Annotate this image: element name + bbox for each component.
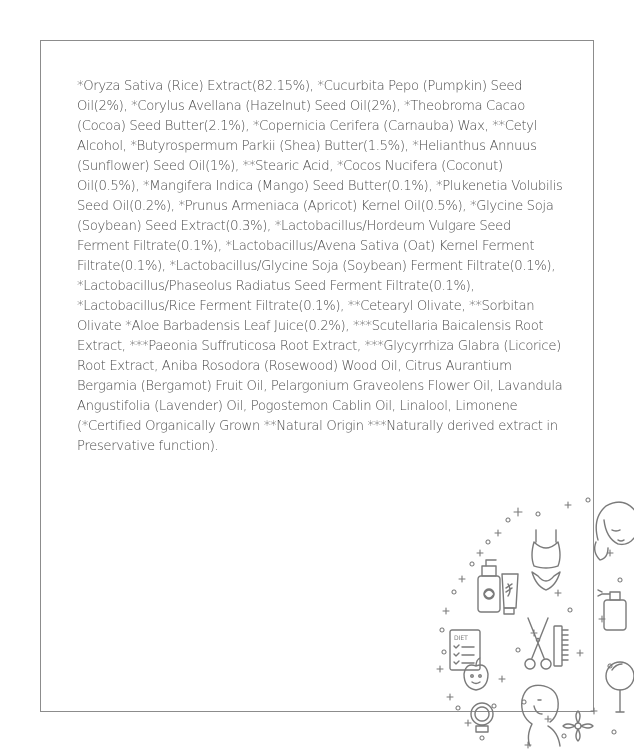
ingredients-text: *Oryza Sativa (Rice) Extract(82.15%), *Cucurbita Pepo (Pumpkin) Seed Oil(2%), *Corylus Avellana (Hazelnut) Seed Oil(2%), *Theobroma Cacao (Cocoa) Seed Butter(2.1%), *Copernicia Cerifera (Carnauba) Wax, **Cetyl Alcohol, *Butyrospermum Parkii (Shea) Butter(1.5%), *Helianthus Annuus (Sunflower) Seed Oil(1%), **Stearic Acid, *Cocos Nucifera (Coconut) Oil(0.5%), *Mangifera Indica (Mango) Seed Butter(0.1%), *Plukenetia Volubilis Seed Oil(0.2%), *Prunus Armeniaca (Apricot) Kernel Oil(0.5%), *Glycine Soja (Soybean) Seed Extract(0.3%), *Lactobacillus/Hordeum Vulgare Seed Ferment Filtrate(0.1%), *Lactobacillus/Avena Sativa (Oat) Kernel Ferment Filtrate(0.1%), *Lactobacillus/Glycine Soja (Soybean) Ferment Filtrate(0.1%), *Lactobacillus/Phaseolus Radiatus Seed Ferment Filtrate(0.1%), *Lactobacillus/Rice Ferment Filtrate(0.1%), **Cetearyl Olivate, **Sorbitan Olivate *Aloe Barbadensis Leaf Juice(0.2%), ***Scutellaria Baicalensis Root Extract, ***Paeonia Suffruticosa Root Extract, ***Glycyrrhiza Glabra (Licorice) Root Extract, Aniba Rosodora (Rosewood) Wood Oil, Citrus Aurantium Bergamia (Bergamot) Fruit Oil, Pelargonium Graveolens Flower Oil, Lavandula Angustifolia (Lavender) Oil, Pogostemon Cablin Oil, Linalool, Limonene (*Certified Organically Grown **Natural Origin ***Naturally derived extract in Preservative function). — [77, 79, 563, 454]
hand-mirror-icon — [606, 662, 634, 712]
comb-icon — [554, 626, 568, 666]
woman-face-icon — [595, 502, 634, 560]
spray-bottle-icon — [598, 590, 626, 630]
compact-mirror-icon — [471, 703, 493, 732]
woman-profile-icon — [522, 685, 560, 746]
lotion-bottle-icon — [478, 560, 500, 612]
swimsuit-icon — [532, 530, 560, 590]
flower-icon — [563, 711, 593, 741]
cream-tube-icon — [502, 574, 518, 614]
scissors-icon — [525, 618, 551, 669]
diet-label: DIET — [454, 635, 468, 642]
beauty-icons-illustration — [398, 480, 634, 753]
